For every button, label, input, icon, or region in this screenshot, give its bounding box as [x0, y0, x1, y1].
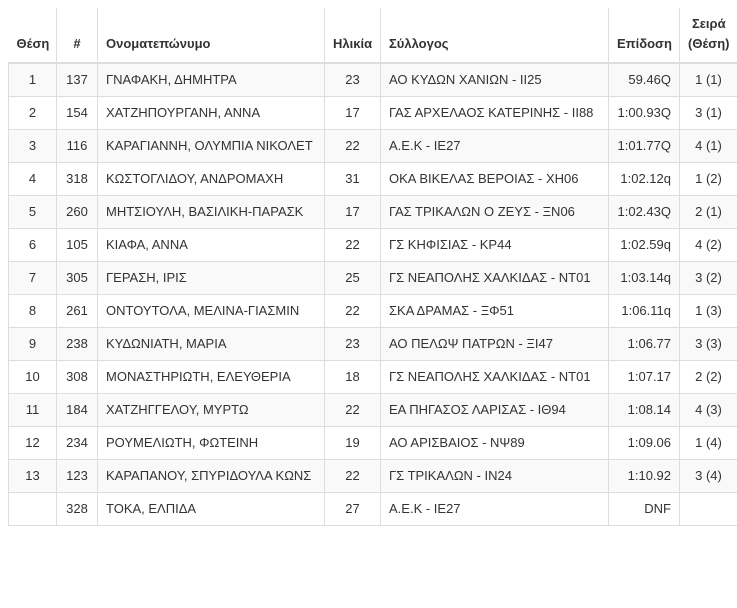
cell-place: 6 — [9, 229, 57, 262]
cell-place: 3 — [9, 130, 57, 163]
cell-name: ΤΟΚΑ, ΕΛΠΙΔΑ — [98, 493, 325, 526]
cell-age: 19 — [325, 427, 381, 460]
cell-age: 22 — [325, 460, 381, 493]
cell-place: 8 — [9, 295, 57, 328]
cell-bib: 137 — [57, 63, 98, 97]
cell-name: ΓΕΡΑΣΗ, ΙΡΙΣ — [98, 262, 325, 295]
cell-bib: 328 — [57, 493, 98, 526]
cell-heat — [680, 493, 737, 526]
cell-heat: 4 (1) — [680, 130, 737, 163]
cell-age: 22 — [325, 229, 381, 262]
table-row — [9, 130, 737, 163]
cell-club: ΓΣ ΤΡΙΚΑΛΩΝ - ΙΝ24 — [381, 460, 609, 493]
results-table-body — [9, 63, 737, 526]
cell-place: 11 — [9, 394, 57, 427]
cell-bib: 234 — [57, 427, 98, 460]
cell-performance: 1:10.92 — [609, 460, 680, 493]
cell-club: ΣΚΑ ΔΡΑΜΑΣ - ΞΦ51 — [381, 295, 609, 328]
cell-place: 10 — [9, 361, 57, 394]
cell-club: ΓΑΣ ΤΡΙΚΑΛΩΝ Ο ΖΕΥΣ - ΞΝ06 — [381, 196, 609, 229]
cell-name: ΚΙΑΦΑ, ΑΝΝΑ — [98, 229, 325, 262]
cell-bib: 238 — [57, 328, 98, 361]
cell-name: ΚΩΣΤΟΓΛΙΔΟΥ, ΑΝΔΡΟΜΑΧΗ — [98, 163, 325, 196]
cell-performance: 1:09.06 — [609, 427, 680, 460]
cell-heat: 1 (3) — [680, 295, 737, 328]
cell-name: ΟΝΤΟΥΤΟΛΑ, ΜΕΛΙΝΑ-ΓΙΑΣΜΙΝ — [98, 295, 325, 328]
header-bib: # — [57, 8, 98, 63]
cell-club: ΑΟ ΑΡΙΣΒΑΙΟΣ - ΝΨ89 — [381, 427, 609, 460]
cell-age: 25 — [325, 262, 381, 295]
cell-bib: 123 — [57, 460, 98, 493]
cell-name: ΓΝΑΦΑΚΗ, ΔΗΜΗΤΡΑ — [98, 63, 325, 97]
cell-bib: 116 — [57, 130, 98, 163]
table-row — [9, 262, 737, 295]
cell-heat: 2 (2) — [680, 361, 737, 394]
cell-club: ΑΟ ΠΕΛΩΨ ΠΑΤΡΩΝ - ΞΙ47 — [381, 328, 609, 361]
cell-performance: 1:08.14 — [609, 394, 680, 427]
cell-performance: 1:02.59q — [609, 229, 680, 262]
table-row — [9, 328, 737, 361]
cell-performance: 1:07.17 — [609, 361, 680, 394]
cell-place: 5 — [9, 196, 57, 229]
cell-club: ΓΣ ΝΕΑΠΟΛΗΣ ΧΑΛΚΙΔΑΣ - ΝΤ01 — [381, 361, 609, 394]
cell-performance: 1:00.93Q — [609, 97, 680, 130]
results-table — [8, 8, 737, 526]
cell-name: ΚΥΔΩΝΙΑΤΗ, ΜΑΡΙΑ — [98, 328, 325, 361]
cell-club: ΓΑΣ ΑΡΧΕΛΑΟΣ ΚΑΤΕΡΙΝΗΣ - ΙΙ88 — [381, 97, 609, 130]
cell-name: ΡΟΥΜΕΛΙΩΤΗ, ΦΩΤΕΙΝΗ — [98, 427, 325, 460]
header-performance: Επίδοση — [609, 8, 680, 63]
cell-age: 23 — [325, 328, 381, 361]
cell-place: 13 — [9, 460, 57, 493]
header-place: Θέση — [9, 8, 57, 63]
cell-heat: 1 (4) — [680, 427, 737, 460]
cell-age: 22 — [325, 394, 381, 427]
cell-club: ΕΑ ΠΗΓΑΣΟΣ ΛΑΡΙΣΑΣ - ΙΘ94 — [381, 394, 609, 427]
cell-performance: 1:02.43Q — [609, 196, 680, 229]
cell-age: 23 — [325, 63, 381, 97]
cell-name: ΧΑΤΖΗΠΟΥΡΓΑΝΗ, ΑΝΝΑ — [98, 97, 325, 130]
cell-club: ΟΚΑ ΒΙΚΕΛΑΣ ΒΕΡΟΙΑΣ - ΧΗ06 — [381, 163, 609, 196]
cell-place: 4 — [9, 163, 57, 196]
cell-place: 12 — [9, 427, 57, 460]
table-row — [9, 427, 737, 460]
table-row — [9, 361, 737, 394]
table-row — [9, 229, 737, 262]
cell-age: 22 — [325, 295, 381, 328]
cell-heat: 2 (1) — [680, 196, 737, 229]
header-club: Σύλλογος — [381, 8, 609, 63]
header-row — [9, 8, 737, 63]
cell-bib: 308 — [57, 361, 98, 394]
cell-bib: 154 — [57, 97, 98, 130]
cell-bib: 184 — [57, 394, 98, 427]
cell-performance: 1:06.77 — [609, 328, 680, 361]
cell-place — [9, 493, 57, 526]
cell-heat: 4 (3) — [680, 394, 737, 427]
cell-age: 17 — [325, 196, 381, 229]
table-row — [9, 460, 737, 493]
cell-performance: DNF — [609, 493, 680, 526]
cell-performance: 59.46Q — [609, 63, 680, 97]
results-table-header — [9, 8, 737, 63]
table-row — [9, 394, 737, 427]
cell-age: 31 — [325, 163, 381, 196]
header-heat-line2: (Θέση) — [688, 34, 730, 54]
table-row — [9, 63, 737, 97]
table-row — [9, 493, 737, 526]
cell-name: ΚΑΡΑΓΙΑΝΝΗ, ΟΛΥΜΠΙΑ ΝΙΚΟΛΕΤ — [98, 130, 325, 163]
cell-bib: 260 — [57, 196, 98, 229]
cell-heat: 1 (1) — [680, 63, 737, 97]
cell-heat: 3 (4) — [680, 460, 737, 493]
cell-name: ΜΗΤΣΙΟΥΛΗ, ΒΑΣΙΛΙΚΗ-ΠΑΡΑΣΚ — [98, 196, 325, 229]
cell-name: ΜΟΝΑΣΤΗΡΙΩΤΗ, ΕΛΕΥΘΕΡΙΑ — [98, 361, 325, 394]
cell-performance: 1:03.14q — [609, 262, 680, 295]
cell-club: Α.Ε.Κ - ΙΕ27 — [381, 493, 609, 526]
cell-name: ΧΑΤΖΗΓΓΕΛΟΥ, ΜΥΡΤΩ — [98, 394, 325, 427]
table-row — [9, 163, 737, 196]
cell-age: 17 — [325, 97, 381, 130]
cell-heat: 3 (3) — [680, 328, 737, 361]
header-age: Ηλικία — [325, 8, 381, 63]
table-row — [9, 295, 737, 328]
cell-place: 2 — [9, 97, 57, 130]
cell-performance: 1:02.12q — [609, 163, 680, 196]
cell-heat: 1 (2) — [680, 163, 737, 196]
cell-age: 22 — [325, 130, 381, 163]
header-heat-line1: Σειρά — [688, 14, 730, 34]
cell-place: 1 — [9, 63, 57, 97]
cell-club: ΓΣ ΝΕΑΠΟΛΗΣ ΧΑΛΚΙΔΑΣ - ΝΤ01 — [381, 262, 609, 295]
cell-club: ΓΣ ΚΗΦΙΣΙΑΣ - ΚΡ44 — [381, 229, 609, 262]
cell-club: ΑΟ ΚΥΔΩΝ ΧΑΝΙΩΝ - ΙΙ25 — [381, 63, 609, 97]
cell-name: ΚΑΡΑΠΑΝΟΥ, ΣΠΥΡΙΔΟΥΛΑ ΚΩΝΣ — [98, 460, 325, 493]
table-row — [9, 196, 737, 229]
header-heat — [680, 8, 737, 63]
cell-heat: 4 (2) — [680, 229, 737, 262]
cell-heat: 3 (2) — [680, 262, 737, 295]
cell-bib: 261 — [57, 295, 98, 328]
cell-bib: 305 — [57, 262, 98, 295]
cell-heat: 3 (1) — [680, 97, 737, 130]
cell-age: 27 — [325, 493, 381, 526]
cell-club: Α.Ε.Κ - ΙΕ27 — [381, 130, 609, 163]
cell-bib: 105 — [57, 229, 98, 262]
header-name: Ονοματεπώνυμο — [98, 8, 325, 63]
cell-place: 7 — [9, 262, 57, 295]
cell-bib: 318 — [57, 163, 98, 196]
cell-place: 9 — [9, 328, 57, 361]
cell-age: 18 — [325, 361, 381, 394]
cell-performance: 1:01.77Q — [609, 130, 680, 163]
table-row — [9, 97, 737, 130]
cell-performance: 1:06.11q — [609, 295, 680, 328]
